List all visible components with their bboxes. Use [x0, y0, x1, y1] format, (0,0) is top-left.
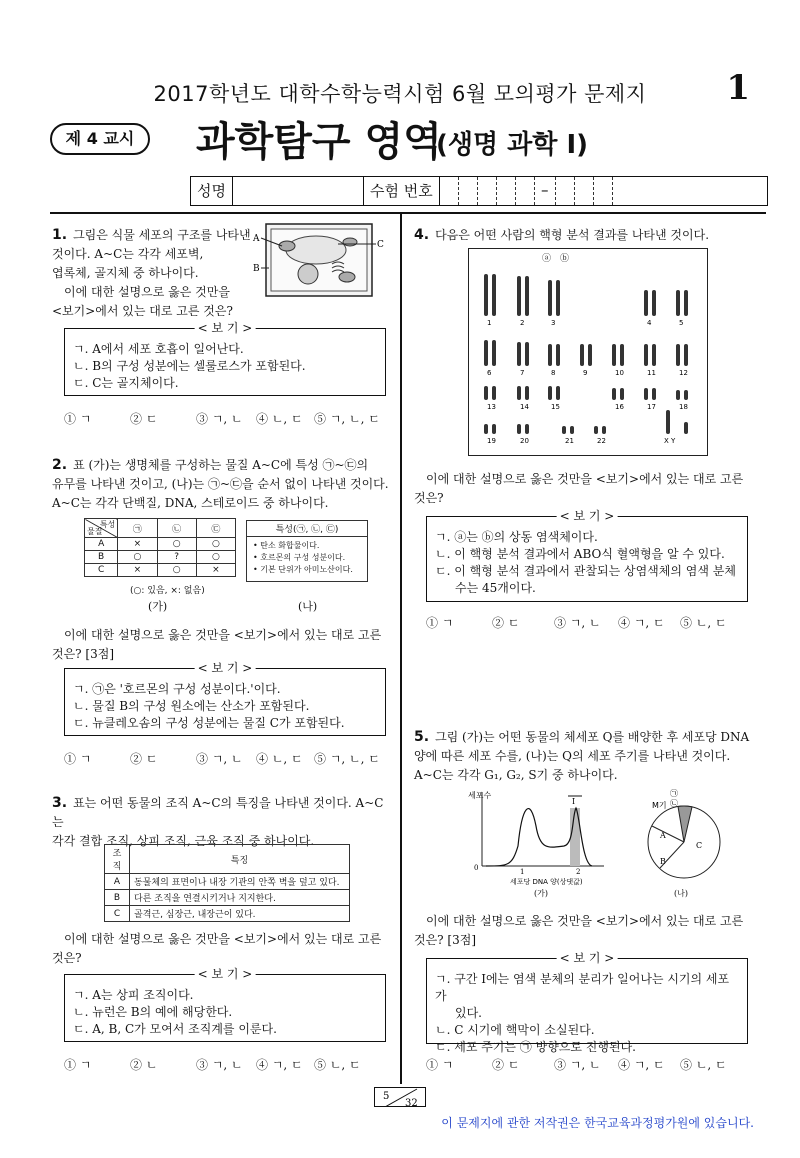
- tissue-table: 조직 특징 A 동물체의 표면이나 내장 기관의 안쪽 벽을 덮고 있다. B 다른 조직을 연결시키거나 지지한다. C 골격근, 심장근, 내장근이 있다.: [104, 844, 350, 922]
- chromosome: [556, 344, 560, 366]
- chromosome-number: 22: [597, 437, 606, 445]
- exam-number-digit[interactable]: [575, 177, 594, 205]
- exam-number-dash: –: [535, 177, 556, 205]
- chromosome: [517, 386, 521, 400]
- exam-number-digit[interactable]: [478, 177, 497, 205]
- choice-5[interactable]: ⑤ ㄱ, ㄴ, ㄷ: [314, 752, 380, 766]
- chromosome-number: 7: [520, 369, 525, 377]
- chromosome: [492, 340, 496, 366]
- svg-text:B: B: [660, 857, 666, 866]
- chromosome: [684, 344, 688, 366]
- question-4: 4. 다음은 어떤 사람의 핵형 분석 결과를 나타낸 것이다.: [414, 227, 710, 243]
- page-number: 1: [726, 68, 750, 108]
- chromosome-number: 12: [679, 369, 688, 377]
- chromosome: [676, 344, 680, 366]
- exam-number-digit[interactable]: [516, 177, 535, 205]
- session-badge: 제 4 교시: [50, 123, 150, 155]
- question-number: 4.: [414, 227, 430, 243]
- question-2: 2. 표 (가)는 생명체를 구성하는 물질 A~C에 특성 ㉠~㉢의 유무를 나타낸 것이고, (나)는 ㉠~㉢을 순서 없이 나타낸 것이다. A~C는 각각 단백질, DNA, 스테로이드 중 하나이다.: [52, 457, 389, 510]
- bogi-box-3: < 보 기 > ㄱ. A는 상피 조직이다. ㄴ. 뉴런은 B의 예에 해당한다. ㄷ. A, B, C가 모여서 조직계를 이룬다.: [64, 974, 386, 1042]
- bogi-box-2: < 보 기 > ㄱ. ㉠은 '호르몬의 구성 성분이다.'이다. ㄴ. 물질 B의 구성 원소에는 산소가 포함된다. ㄷ. 뉴클레오솜의 구성 성분에는 물질 C가 포함된다.: [64, 668, 386, 736]
- choice-1[interactable]: ① ㄱ: [64, 412, 92, 426]
- choices-2: [64, 750, 380, 767]
- exam-number-digit[interactable]: [613, 177, 631, 205]
- subject-subtitle: (생명 과학 Ⅰ): [436, 130, 589, 160]
- chromosome: [484, 340, 488, 366]
- chromosome-number: 4: [647, 319, 652, 327]
- exam-number-digit[interactable]: [594, 177, 613, 205]
- header-rule: [50, 212, 766, 214]
- choice-1[interactable]: ① ㄱ: [64, 1058, 92, 1072]
- page-indicator: [374, 1087, 426, 1107]
- choice-2[interactable]: ② ㄷ: [130, 412, 158, 426]
- table-row: B 다른 조직을 연결시키거나 지지한다.: [105, 890, 350, 906]
- chromosome: [676, 390, 680, 400]
- svg-text:㉡: ㉡: [670, 799, 678, 808]
- karyotype-figure: [468, 248, 708, 456]
- chromosome: [588, 344, 592, 366]
- chromosome: [644, 290, 648, 316]
- choice-5[interactable]: ⑤ ㄴ, ㄷ: [680, 616, 727, 630]
- choice-2[interactable]: ② ㄴ: [130, 1058, 158, 1072]
- question-number: 1.: [52, 227, 68, 243]
- question-3: 3. 표는 어떤 동물의 조직 A~C의 특징을 나타낸 것이다. A~C는 각각 결합 조직, 상피 조직, 근육 조직 중 하나이다.: [52, 795, 384, 848]
- chromosome: [556, 280, 560, 316]
- mark-a: ⓐ: [542, 254, 552, 264]
- bogi-box-4: < 보 기 > ㄱ. ⓐ는 ⓑ의 상동 염색체이다. ㄴ. 이 핵형 분석 결과에서 ABO식 혈액형을 알 수 있다. ㄷ. 이 핵형 분석 결과에서 관찰되는 상염색체의 염색 분체 수는 45개이다.: [426, 516, 748, 602]
- svg-text:㉠: ㉠: [670, 789, 678, 798]
- svg-text:C: C: [696, 841, 703, 850]
- svg-text:A: A: [660, 831, 666, 840]
- chromosome-number: 14: [520, 403, 529, 411]
- choice-4[interactable]: ④ ㄱ, ㄷ: [618, 1058, 665, 1072]
- chromosome-number: 5: [679, 319, 684, 327]
- chromosome: [548, 280, 552, 316]
- exam-title: 2017학년도 대학수학능력시험 6월 모의평가 문제지: [153, 82, 647, 106]
- choice-3[interactable]: ③ ㄱ, ㄴ: [196, 412, 243, 426]
- subject-title: 과학탐구 영역: [196, 119, 442, 165]
- choice-4[interactable]: ④ ㄱ, ㄷ: [256, 1058, 303, 1072]
- chromosome-number: 16: [615, 403, 624, 411]
- bogi-box-1: < 보 기 > ㄱ. A에서 세포 호흡이 일어난다. ㄴ. B의 구성 성분에는 셀룰로스가 포함된다. ㄷ. C는 골지체이다.: [64, 328, 386, 396]
- choices-3: [64, 1056, 361, 1073]
- chromosome: [556, 386, 560, 400]
- exam-number-label: 수험 번호: [364, 177, 440, 205]
- choice-1[interactable]: ① ㄱ: [426, 1058, 454, 1072]
- chromosome-number: X Y: [664, 437, 676, 445]
- chromosome: [644, 344, 648, 366]
- question-number: 3.: [52, 795, 68, 811]
- exam-number-digit[interactable]: [556, 177, 575, 205]
- chromosome-number: 8: [551, 369, 556, 377]
- question-number: 5.: [414, 729, 430, 745]
- svg-text:1: 1: [520, 868, 525, 876]
- chromosome-number: 21: [565, 437, 574, 445]
- question-2-prompt: 이에 대한 설명으로 옳은 것만을 <보기>에서 있는 대로 고른 것은? [3점]: [52, 628, 382, 661]
- chromosome: [548, 344, 552, 366]
- mark-b: ⓑ: [560, 254, 570, 264]
- bogi-box-5: < 보 기 > ㄱ. 구간 Ⅰ에는 염색 분체의 분리가 일어나는 시기의 세포가 있다. ㄴ. C 시기에 핵막이 소실된다. ㄷ. 세포 주기는 ㉠ 방향으로 진행된다.: [426, 958, 748, 1044]
- label-ga: (가): [148, 600, 168, 613]
- chromosome: [484, 274, 488, 316]
- choice-4[interactable]: ④ ㄴ, ㄷ: [256, 412, 303, 426]
- chromosome-number: 13: [487, 403, 496, 411]
- fig-label-c: C: [377, 240, 384, 250]
- choice-3[interactable]: ③ ㄱ, ㄴ: [196, 752, 243, 766]
- table-row: A 동물체의 표면이나 내장 기관의 안쪽 벽을 덮고 있다.: [105, 874, 350, 890]
- student-info-box: [190, 176, 768, 206]
- chromosome: [612, 344, 616, 366]
- chromosome: [492, 274, 496, 316]
- chromosome: [652, 344, 656, 366]
- chromosome-number: 11: [647, 369, 656, 377]
- copyright-notice: 이 문제지에 관한 저작권은 한국교육과정평가원에 있습니다.: [441, 1116, 754, 1130]
- sex-chromosome: [684, 422, 688, 434]
- chromosome: [525, 386, 529, 400]
- chromosome: [517, 276, 521, 316]
- choices-5: [426, 1056, 727, 1073]
- cell-cycle-figure: [464, 786, 744, 900]
- chromosome: [492, 386, 496, 400]
- chromosome-number: 18: [679, 403, 688, 411]
- exam-number-digit[interactable]: [459, 177, 478, 205]
- question-4-prompt: 이에 대한 설명으로 옳은 것만을 <보기>에서 있는 대로 고른 것은?: [414, 472, 744, 505]
- table-row: A × ○ ○: [85, 538, 236, 551]
- name-field[interactable]: [233, 177, 364, 205]
- name-label: 성명: [191, 177, 233, 205]
- fig-label-b: B: [253, 264, 260, 274]
- question-3-prompt: 이에 대한 설명으로 옳은 것만을 <보기>에서 있는 대로 고른 것은?: [52, 932, 382, 965]
- fig-label-a: A: [253, 234, 260, 244]
- choice-2[interactable]: ② ㄷ: [492, 1058, 520, 1072]
- chromosome-number: 15: [551, 403, 560, 411]
- chromosome: [652, 388, 656, 400]
- graph-xlabel: 세포당 DNA 양(상댓값): [510, 878, 583, 886]
- choice-5[interactable]: ⑤ ㄱ, ㄴ, ㄷ: [314, 412, 380, 426]
- choices-4: [426, 614, 727, 631]
- chromosome: [684, 290, 688, 316]
- region-i: Ⅰ: [572, 797, 576, 806]
- table-note: (○: 있음, ×: 없음): [130, 586, 205, 596]
- chromosome: [676, 290, 680, 316]
- column-divider: [400, 214, 402, 1084]
- chromosome-number: 17: [647, 403, 656, 411]
- chromosome: [525, 424, 529, 434]
- label-na: (나): [674, 889, 688, 898]
- chromosome: [620, 344, 624, 366]
- chromosome: [644, 388, 648, 400]
- svg-text:0: 0: [474, 864, 479, 872]
- label-ga: (가): [534, 889, 548, 898]
- chromosome: [517, 424, 521, 434]
- chromosome: [580, 344, 584, 366]
- graph-ylabel: 세포수: [468, 791, 492, 800]
- choice-5[interactable]: ⑤ ㄴ, ㄷ: [314, 1058, 361, 1072]
- choice-4[interactable]: ④ ㄱ, ㄷ: [618, 616, 665, 630]
- exam-number-digit[interactable]: [440, 177, 459, 205]
- chromosome-number: 6: [487, 369, 492, 377]
- choice-1[interactable]: ① ㄱ: [64, 752, 92, 766]
- label-na: (나): [298, 600, 318, 613]
- svg-text:32: 32: [405, 1098, 418, 1107]
- chromosome: [484, 424, 488, 434]
- chromosome-number: 10: [615, 369, 624, 377]
- substance-table: 특성 물질 ㉠ ㉡ ㉢ A × ○ ○ B ○ ? ○ C × ○ ×: [84, 518, 236, 577]
- chromosome-number: 3: [551, 319, 556, 327]
- svg-text:5: 5: [383, 1091, 390, 1102]
- chromosome-number: 20: [520, 437, 529, 445]
- chromosome: [570, 426, 574, 434]
- exam-number-digit[interactable]: [497, 177, 516, 205]
- chromosome: [525, 342, 529, 366]
- choices-1: [64, 410, 380, 427]
- chromosome: [525, 276, 529, 316]
- chromosome: [548, 386, 552, 400]
- chromosome: [602, 426, 606, 434]
- chromosome: [684, 390, 688, 400]
- chromosome: [620, 388, 624, 400]
- chromosome-number: 19: [487, 437, 496, 445]
- choice-2[interactable]: ② ㄷ: [130, 752, 158, 766]
- choice-5[interactable]: ⑤ ㄴ, ㄷ: [680, 1058, 727, 1072]
- choice-1[interactable]: ① ㄱ: [426, 616, 454, 630]
- chromosome-number: 2: [520, 319, 525, 327]
- chromosome: [612, 388, 616, 400]
- chromosome: [517, 342, 521, 366]
- svg-text:M기: M기: [652, 801, 667, 810]
- choice-3[interactable]: ③ ㄱ, ㄴ: [554, 616, 601, 630]
- chromosome: [492, 424, 496, 434]
- choice-4[interactable]: ④ ㄴ, ㄷ: [256, 752, 303, 766]
- sex-chromosome: [666, 410, 670, 434]
- question-number: 2.: [52, 457, 68, 473]
- choice-3[interactable]: ③ ㄱ, ㄴ: [554, 1058, 601, 1072]
- question-5: 5. 그림 (가)는 어떤 동물의 체세포 Q를 배양한 후 세포당 DNA 양에 따른 세포 수를, (나)는 Q의 세포 주기를 나타낸 것이다. A~C는 각각 G₁, G₂, S기 중 하나이다.: [414, 729, 750, 782]
- chromosome-number: 1: [487, 319, 492, 327]
- table-row: C × ○ ×: [85, 564, 236, 577]
- chromosome: [484, 386, 488, 400]
- chromosome: [562, 426, 566, 434]
- table-row: C 골격근, 심장근, 내장근이 있다.: [105, 906, 350, 922]
- question-5-prompt: 이에 대한 설명으로 옳은 것만을 <보기>에서 있는 대로 고른 것은? [3점]: [414, 914, 744, 947]
- choice-2[interactable]: ② ㄷ: [492, 616, 520, 630]
- choice-3[interactable]: ③ ㄱ, ㄴ: [196, 1058, 243, 1072]
- chromosome: [652, 290, 656, 316]
- property-box: 특성(㉠, ㉡, ㉢) • 탄소 화합물이다. • 호르몬의 구성 성분이다. • 기본 단위가 아미노산이다.: [246, 520, 368, 582]
- chromosome-number: 9: [583, 369, 588, 377]
- plant-cell-figure: [252, 222, 388, 300]
- chromosome: [594, 426, 598, 434]
- table-row: B ○ ? ○: [85, 551, 236, 564]
- question-1: 1. 그림은 식물 세포의 구조를 나타낸 것이다. A~C는 각각 세포벽, 엽록체, 골지체 중 하나이다. 이에 대한 설명으로 옳은 것만을 <보기>에서 있는 대로 고른 것은?: [52, 227, 251, 318]
- svg-text:2: 2: [576, 868, 581, 876]
